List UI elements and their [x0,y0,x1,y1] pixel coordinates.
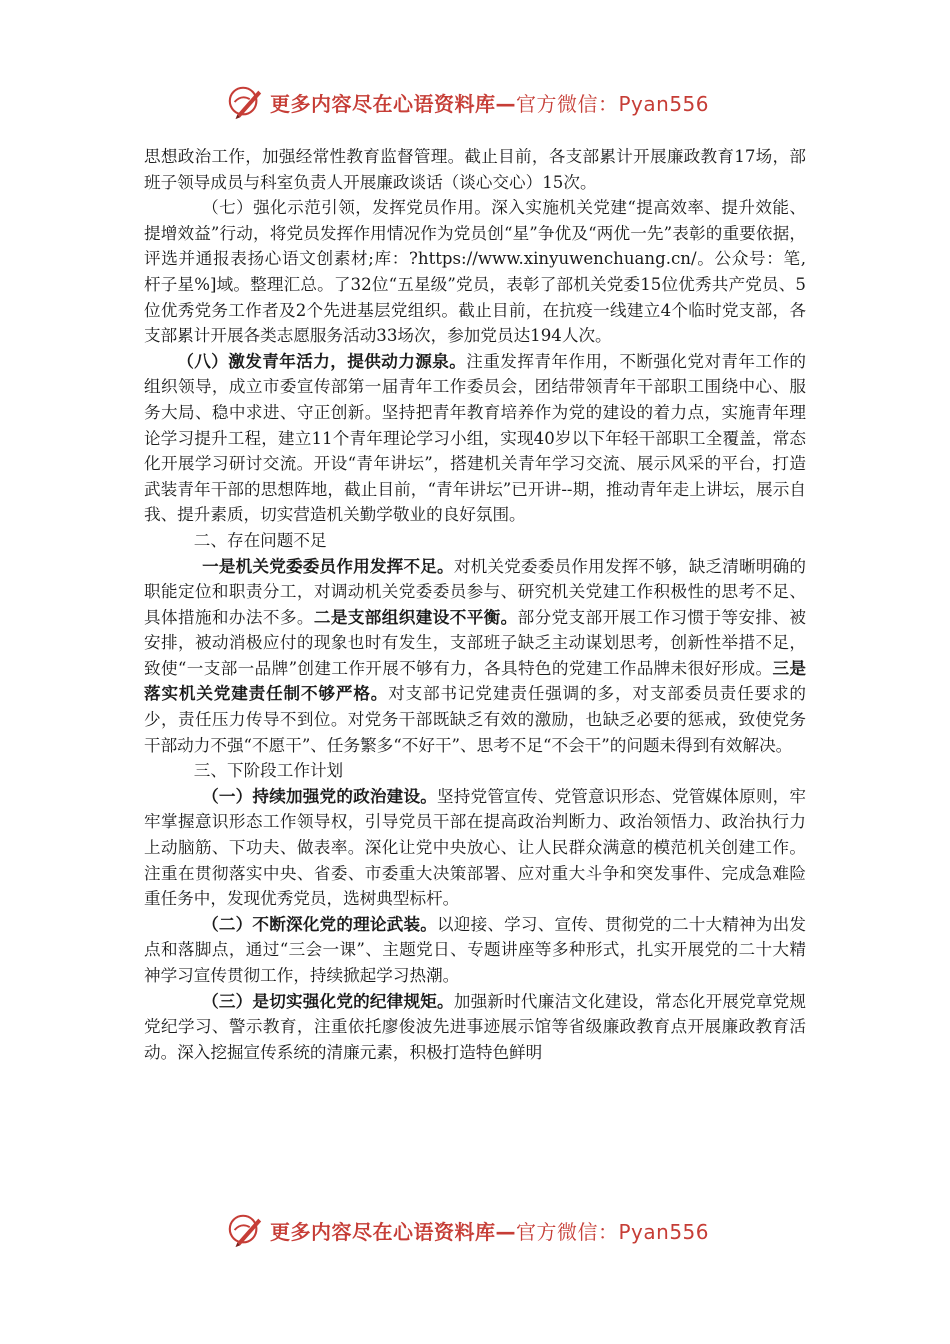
pen-logo-icon [226,83,264,121]
section-heading: 二、存在问题不足 [193,530,327,550]
paragraph: （七）强化示范引领，发挥党员作用。深入实施机关党建“提高效率、提升效能、提增效益”行动，将党员发挥作用情况作为党员创“星”争优及“两优一先”表彰的重要依据，评选并通报表扬心语文创素材;库：?https://www.xinyuwenchuang.cn/。公众号：笔,杆子星%]域。整理汇总。了32位“五星级”党员，表彰了部机关党委15位优秀共产党员、5位优秀党务工作者及2个先进基层党组织。截止目前，在抗疫一线建立4个临时党支部，各支部累计开展各类志愿服务活动33场次，参加党员达194人次。 [144,198,806,346]
paragraph: 一是机关党委委员作用发挥不足。对机关党委委员作用发挥不够，缺乏清晰明确的职能定位和职责分工，对调动机关党委委员参与、研究机关党建工作积极性的思考不足、具体措施和办法不多。二是支部组织建设不平衡。部分党支部开展工作习惯于等安排、被安排，被动消极应付的现象也时有发生，支部班子缺乏主动谋划思考，创新性举措不足，致使“一支部一品牌”创建工作开展不够有力，各具特色的党建工作品牌未很好形成。三是落实机关党建责任制不够严格。对支部书记党建责任强调的多，对支部委员责任要求的少，责任压力传导不到位。对党务干部既缺乏有效的激励，也缺乏必要的惩戒，致使党务干部动力不强“不愿干”、任务繁多“不好干”、思考不足“不会干”的问题未得到有效解决。 [144,555,807,755]
paragraph: 思想政治工作，加强经常性教育监督管理。截止目前，各支部累计开展廉政教育17场，部班子领导成员与科室负责人开展廉政谈话（谈心交心）15次。 [144,147,806,192]
paragraph: （二）不断深化党的理论武装。以迎接、学习、宣传、贯彻党的二十大精神为出发点和落脚点，通过“三会一课”、主题党日、专题讲座等多种形式，扎实开展党的二十大精神学习宣传贯彻工作，持续掀起学习热潮。 [144,913,807,985]
footer-banner [226,1210,709,1250]
banner-title: 更多内容尽在心语资料库—官方微信：Pyan556 [270,91,710,116]
document-body [144,144,806,1065]
paragraph: （一）持续加强党的政治建设。坚持党管宣传、党管意识形态、党管媒体原则，牢牢掌握意识形态工作领导权，引导党员干部在提高政治判断力、政治领悟力、政治执行力上动脑筋、下功夫、做表率。深化让党中央放心、让人民群众满意的模范机关创建工作。注重在贯彻落实中央、省委、市委重大决策部署、应对重大斗争和突发事件、完成急难险重任务中，发现优秀党员，选树典型标杆。 [144,785,807,909]
paragraph: （八）激发青年活力，提供动力源泉。注重发挥青年作用，不断强化党对青年工作的组织领导，成立市委宣传部第一届青年工作委员会，团结带领青年干部职工围绕中心、服务大局、稳中求进、守正创新。坚持把青年教育培养作为党的建设的着力点，实施青年理论学习提升工程，建立11个青年理论学习小组，实现40岁以下年轻干部职工全覆盖，常态化开展学习研讨交流。开设“青年讲坛”，搭建机关青年学习交流、展示风采的平台，打造武装青年干部的思想阵地，截止目前，“青年讲坛”已开讲--期，推动青年走上讲坛，展示自我、提升素质，切实营造机关勤学敬业的良好氛围。 [144,350,807,525]
header-banner [226,82,709,122]
section-heading: 三、下阶段工作计划 [193,761,344,781]
paragraph: （三）是切实强化党的纪律规矩。加强新时代廉洁文化建设，常态化开展党章党规党纪学习、警示教育，注重依托廖俊波先进事迹展示馆等省级廉政教育点开展廉政教育活动。深入挖掘宣传系统的清廉元素，积极打造特色鲜明 [144,990,807,1062]
pen-logo-icon [226,1211,264,1249]
banner-title: 更多内容尽在心语资料库—官方微信：Pyan556 [270,1219,710,1244]
